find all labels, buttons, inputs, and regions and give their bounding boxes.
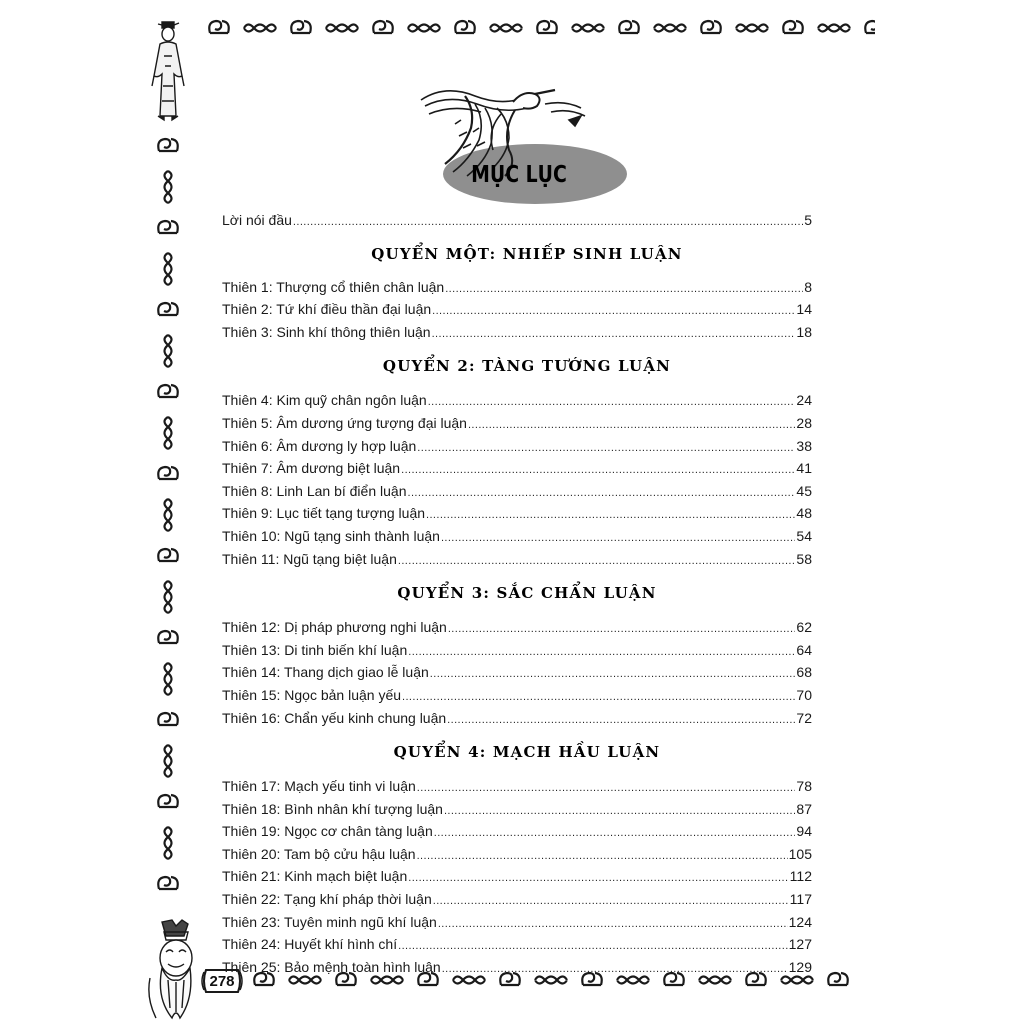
toc-entry-page: 14: [796, 301, 812, 318]
section-heading: QUYỂN 2: TÀNG TƯỚNG LUẬN: [382, 357, 672, 376]
toc-entry-title: Thiên 10: Ngũ tạng sinh thành luận: [222, 527, 440, 544]
ornament-scroll-icon: [158, 467, 178, 479]
section-heading: QUYỂN MỘT: NHIẾP SINH LUẬN: [371, 244, 683, 263]
toc-entry-title: Thiên 13: Di tinh biến khí luận: [222, 641, 408, 658]
ornament-knot-icon: [165, 581, 172, 613]
dot-leader: [417, 437, 795, 460]
toc-entry-page: 58: [796, 550, 812, 567]
ornament-scroll-icon: [537, 21, 557, 33]
dot-leader: [417, 845, 788, 868]
toc-entry-page: 24: [796, 392, 812, 409]
dot-leader: [432, 300, 795, 323]
standing-scholar-figure: [140, 16, 196, 124]
dot-leader: [398, 935, 788, 958]
toc-entry-title: Thiên 15: Ngọc bản luận yếu: [222, 686, 402, 703]
ornament-knot-icon: [408, 25, 440, 32]
ornament-scroll-icon: [209, 21, 229, 33]
ornament-scroll-icon: [158, 877, 178, 889]
toc-entry[interactable]: [222, 548, 812, 571]
toc-entry-page: 8: [804, 278, 812, 295]
ornament-scroll-icon: [158, 303, 178, 315]
ornament-knot-icon: [165, 417, 172, 449]
ornament-scroll-icon: [158, 549, 178, 561]
toc-entry[interactable]: [222, 888, 812, 911]
ornament-scroll-icon: [828, 973, 848, 985]
section-heading: QUYỂN 3: SẮC CHẨN LUẬN: [397, 584, 657, 603]
dot-leader: [407, 482, 795, 505]
ornament-knot-icon: [165, 171, 172, 203]
ornament-knot-icon: [326, 25, 358, 32]
toc-entry[interactable]: [222, 956, 812, 979]
ornament-knot-icon: [490, 25, 522, 32]
toc-entry-page: 94: [796, 823, 812, 840]
dot-leader: [401, 459, 795, 482]
table-of-contents: [222, 209, 812, 978]
toc-entry-page: 48: [796, 505, 812, 522]
dot-leader: [441, 527, 795, 550]
toc-entry-page: 68: [796, 664, 812, 681]
toc-entry[interactable]: [222, 707, 812, 730]
toc-entry[interactable]: [222, 684, 812, 707]
toc-entry-title: Thiên 21: Kinh mạch biệt luận: [222, 868, 408, 885]
toc-entry-page: 117: [789, 891, 812, 908]
toc-entry[interactable]: [222, 412, 812, 435]
toc-entry-title: Thiên 19: Ngọc cơ chân tàng luận: [222, 823, 433, 840]
toc-entry[interactable]: [222, 389, 812, 412]
ornament-scroll-icon: [158, 139, 178, 151]
toc-entry-title: Thiên 1: Thượng cổ thiên chân luận: [222, 278, 445, 295]
dot-leader: [448, 618, 796, 641]
dot-leader: [433, 890, 789, 913]
toc-entry[interactable]: [222, 911, 812, 934]
toc-entry-page: 18: [796, 323, 812, 340]
dot-leader: [434, 822, 796, 845]
toc-entry-title: Thiên 25: Bảo mệnh toàn hình luận: [222, 958, 441, 975]
toc-entry[interactable]: [222, 639, 812, 662]
ornament-scroll-icon: [158, 385, 178, 397]
toc-entry[interactable]: [222, 525, 812, 548]
section-heading: QUYỂN 4: MẠCH HẦU LUẬN: [393, 743, 661, 762]
dot-leader: [444, 800, 795, 823]
ornament-knot-icon: [244, 25, 276, 32]
dot-leader: [402, 686, 795, 709]
ornament-knot-icon: [165, 663, 172, 695]
toc-entry[interactable]: [222, 457, 812, 480]
dot-leader: [468, 414, 795, 437]
ornament-scroll-icon: [455, 21, 475, 33]
toc-entry-title: Thiên 16: Chẩn yếu kinh chung luận: [222, 709, 447, 726]
toc-entry-title: Thiên 9: Lục tiết tạng tượng luận: [222, 505, 426, 522]
toc-entry-title: Thiên 20: Tam bộ cửu hậu luận: [222, 845, 416, 862]
top-ornament-border: [205, 14, 875, 42]
dot-leader: [432, 323, 796, 346]
ornament-scroll-icon: [158, 631, 178, 643]
toc-entry-page: 124: [788, 913, 812, 930]
ornament-scroll-icon: [291, 21, 311, 33]
toc-entry[interactable]: [222, 798, 812, 821]
toc-entry[interactable]: [222, 435, 812, 458]
ornament-scroll-icon: [158, 795, 178, 807]
dot-leader: [398, 550, 796, 573]
toc-entry-page: 62: [796, 619, 812, 636]
toc-entry-page: 105: [788, 845, 812, 862]
dot-leader: [417, 777, 796, 800]
toc-entry-title: Thiên 8: Linh Lan bí điển luận: [222, 482, 407, 499]
toc-entry-title: Thiên 3: Sinh khí thông thiên luận: [222, 323, 431, 340]
toc-entry[interactable]: [222, 616, 812, 639]
toc-entry-title: Thiên 2: Tứ khí điều thần đại luận: [222, 301, 432, 318]
toc-entry[interactable]: [222, 775, 812, 798]
dot-leader: [438, 913, 788, 936]
page-number-text: 278: [209, 972, 235, 990]
dot-leader: [442, 958, 788, 981]
toc-entry-page: 70: [796, 686, 812, 703]
dot-leader: [426, 504, 795, 527]
ornament-knot-icon: [818, 25, 850, 32]
toc-entry-title: Thiên 4: Kim quỹ chân ngôn luận: [222, 392, 427, 409]
toc-entry-title: Thiên 5: Âm dương ứng tượng đại luận: [222, 414, 467, 431]
toc-entry-title: Thiên 7: Âm dương biệt luận: [222, 460, 401, 477]
ornament-scroll-icon: [619, 21, 639, 33]
ornament-knot-icon: [165, 499, 172, 531]
ornament-scroll-icon: [373, 21, 393, 33]
toc-entry-page: 87: [796, 800, 812, 817]
dot-leader: [447, 709, 795, 732]
dot-leader: [293, 211, 803, 234]
toc-entry-page: 127: [788, 936, 812, 953]
toc-entry-page: 129: [788, 958, 812, 975]
toc-entry-page: 64: [796, 641, 812, 658]
toc-entry-page: 45: [796, 482, 812, 499]
toc-entry-title: Thiên 22: Tạng khí pháp thời luận: [222, 891, 432, 908]
toc-entry-title: Thiên 24: Huyết khí hình chí: [222, 936, 398, 953]
dot-leader: [445, 278, 803, 301]
ornament-knot-icon: [654, 25, 686, 32]
dot-leader: [430, 663, 796, 686]
toc-entry-title: Thiên 17: Mạch yếu tinh vi luận: [222, 778, 416, 795]
ornament-scroll-icon: [865, 21, 875, 33]
ornament-knot-icon: [165, 253, 172, 285]
toc-entry-title: Lời nói đầu: [222, 212, 292, 228]
toc-entry[interactable]: [222, 820, 812, 843]
toc-entry-title: Thiên 14: Thang dịch giao lễ luận: [222, 664, 429, 681]
toc-entry-title: Thiên 6: Âm dương ly hợp luận: [222, 437, 417, 454]
toc-entry-title: Thiên 23: Tuyên minh ngũ khí luận: [222, 913, 437, 930]
toc-entry[interactable]: [222, 843, 812, 866]
toc-entry[interactable]: [222, 480, 812, 503]
toc-entry[interactable]: [222, 321, 812, 344]
ornament-scroll-icon: [783, 21, 803, 33]
toc-entry[interactable]: [222, 933, 812, 956]
dot-leader: [408, 867, 788, 890]
page-title: MỤC LỤC: [471, 162, 567, 188]
toc-entry[interactable]: [222, 865, 812, 888]
toc-entry[interactable]: [222, 502, 812, 525]
dot-leader: [428, 391, 796, 414]
toc-entry[interactable]: [222, 661, 812, 684]
ornament-knot-icon: [736, 25, 768, 32]
ornament-knot-icon: [165, 827, 172, 859]
toc-entry[interactable]: [222, 276, 812, 299]
toc-entry-page: 41: [796, 460, 812, 477]
toc-entry-page: 28: [796, 414, 812, 431]
toc-entry-preface[interactable]: [222, 209, 812, 232]
ornament-knot-icon: [165, 745, 172, 777]
ornament-knot-icon: [165, 335, 172, 367]
toc-entry-title: Thiên 18: Bình nhân khí tượng luận: [222, 800, 443, 817]
toc-entry-title: Thiên 11: Ngũ tạng biệt luận: [222, 550, 397, 567]
toc-entry-page: 54: [796, 527, 812, 544]
toc-entry-page: 112: [789, 868, 812, 885]
ornament-knot-icon: [572, 25, 604, 32]
toc-entry-title: Thiên 12: Dị pháp phương nghi luận: [222, 619, 447, 636]
ornament-scroll-icon: [158, 713, 178, 725]
toc-entry-page: 72: [796, 709, 812, 726]
toc-entry-page: 5: [804, 212, 812, 228]
toc-entry-page: 38: [796, 437, 812, 454]
ornament-scroll-icon: [701, 21, 721, 33]
left-ornament-border: [148, 132, 188, 932]
ornament-scroll-icon: [158, 221, 178, 233]
dot-leader: [408, 641, 795, 664]
toc-entry[interactable]: [222, 298, 812, 321]
toc-entry-page: 78: [796, 778, 812, 795]
